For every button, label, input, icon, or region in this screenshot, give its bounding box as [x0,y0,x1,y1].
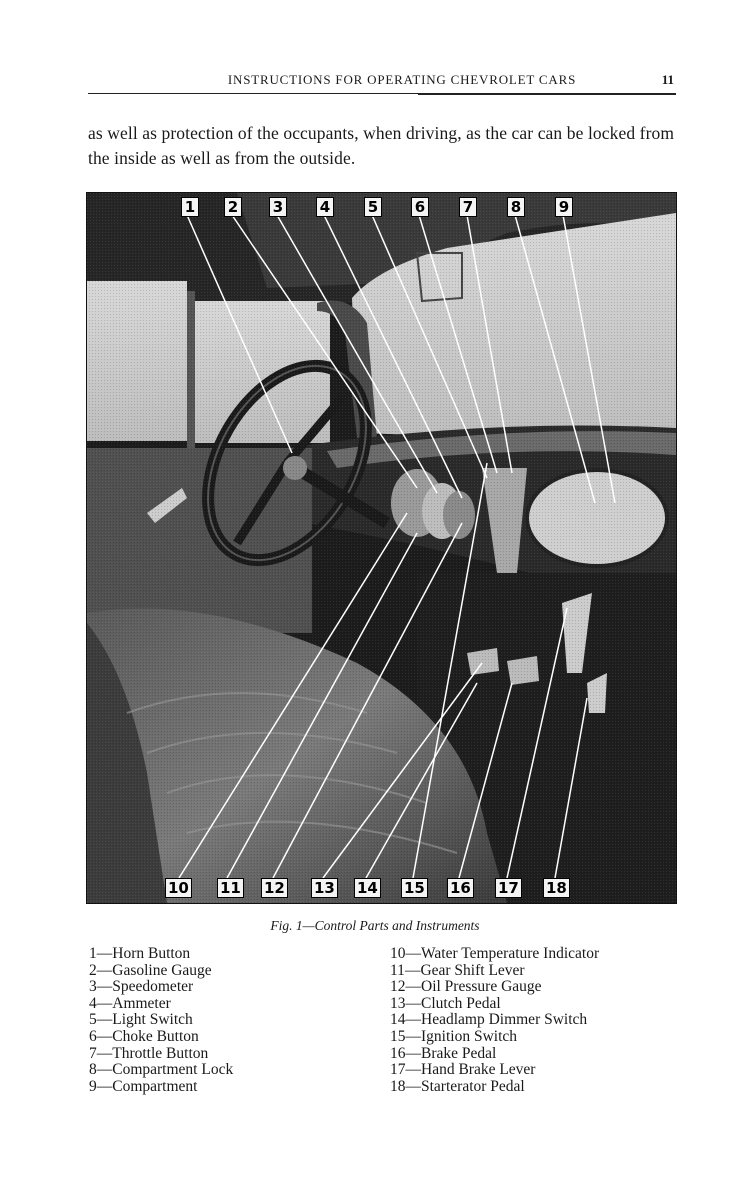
callout-17: 17 [495,878,522,898]
callout-2: 2 [224,197,242,217]
callout-10: 10 [165,878,192,898]
legend-item: 12—Oil Pressure Gauge [390,978,542,996]
callout-8: 8 [507,197,525,217]
header-rule [88,93,676,94]
legend-item: 2—Gasoline Gauge [89,961,212,979]
callout-9: 9 [555,197,573,217]
callout-4: 4 [316,197,334,217]
callout-12: 12 [261,878,288,898]
legend-item: 15—Ignition Switch [390,1027,518,1045]
legend-item: 4—Ammeter [89,994,171,1012]
legend-item: 7—Throttle Button [89,1044,209,1062]
legend-left-column [89,946,233,1095]
legend-item: 5—Light Switch [89,1011,193,1029]
legend-item: 17—Hand Brake Lever [390,1061,536,1079]
legend-item: 9—Compartment [89,1077,198,1095]
figure-caption: Fig. 1—Control Parts and Instruments [270,918,480,933]
callout-14: 14 [354,878,381,898]
legend-item: 11—Gear Shift Lever [390,961,525,979]
legend-item: 14—Headlamp Dimmer Switch [390,1011,588,1029]
callout-11: 11 [217,878,244,898]
callout-6: 6 [411,197,429,217]
car-interior-illustration [87,193,676,903]
callout-5: 5 [364,197,382,217]
legend-item: 16—Brake Pedal [390,1044,497,1062]
callout-15: 15 [401,878,428,898]
car-interior-photo [86,192,677,904]
legend-item: 6—Choke Button [89,1027,199,1045]
callout-1: 1 [181,197,199,217]
callout-3: 3 [269,197,287,217]
callout-18: 18 [543,878,570,898]
callout-7: 7 [459,197,477,217]
legend-item: 18—Starterator Pedal [390,1077,525,1095]
legend-item: 13—Clutch Pedal [390,994,501,1012]
legend-item: 8—Compartment Lock [89,1061,234,1079]
running-head [88,70,676,92]
legend-item: 10—Water Temperature Indicator [390,945,600,962]
callout-13: 13 [311,878,338,898]
legend-right-column [390,946,599,1095]
body-paragraph: as well as protection of the occupants, when driving, as the car can be locked from the inside as well as from the outside. [88,123,675,168]
running-title: INSTRUCTIONS FOR OPERATING CHEVROLET CARS [227,72,577,87]
legend-item: 3—Speedometer [89,978,194,996]
callout-16: 16 [447,878,474,898]
page-number: 11 [661,72,674,87]
legend-item: 1—Horn Button [89,945,191,962]
